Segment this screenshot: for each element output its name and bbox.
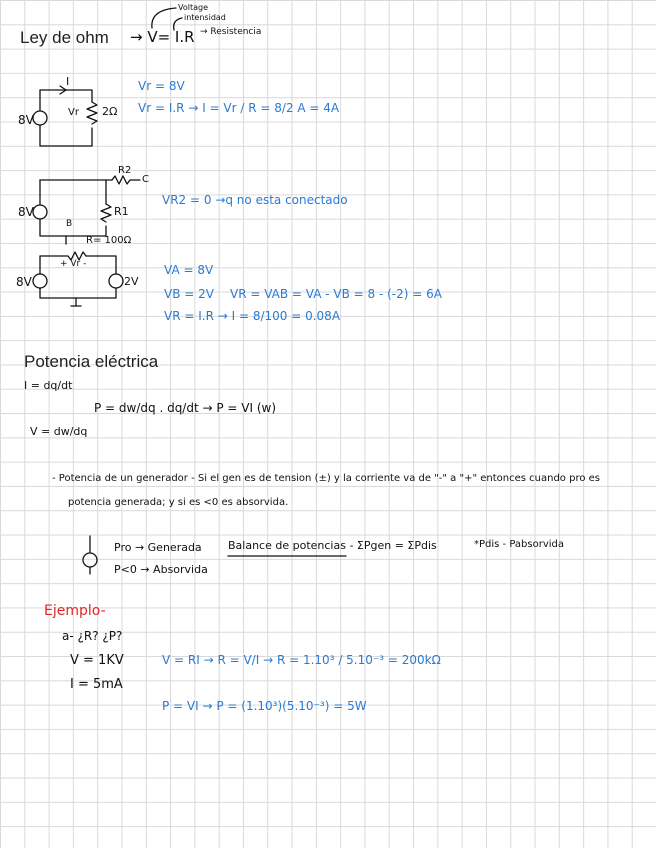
power-definition: P = dw/dq . dq/dt → P = VI (w) <box>94 401 277 415</box>
section-title-ohm: Ley de ohm <box>20 28 109 47</box>
circuit2-source-symbol <box>33 205 47 219</box>
circuit2-r2-label: R2 <box>118 165 132 176</box>
example-title: Ejemplo- <box>44 603 106 619</box>
circuit3-right-source-symbol <box>109 274 123 288</box>
circuit2-note: VR2 = 0 →q no esta conectado <box>162 193 348 207</box>
circuit3-left-source-label: 8V <box>16 275 32 289</box>
circuit3-left-source-symbol <box>33 274 47 288</box>
circuit1-vr-label: Vr <box>68 107 79 118</box>
circuit2-r1-label: R1 <box>114 205 129 218</box>
example-given-i: I = 5mA <box>70 677 123 692</box>
circuit2-r2 <box>112 176 140 184</box>
circuit2-r1 <box>101 204 111 222</box>
circuit2-source-label: 8V <box>18 205 34 219</box>
circuit1-drawing <box>33 86 97 146</box>
circuit3-right-source-label: 2V <box>124 275 139 288</box>
annot-voltage: Voltage <box>178 3 209 12</box>
circuit3-vr-label: + Vr - <box>60 259 87 269</box>
circuit3-eq2: VB = 2V <box>164 287 214 301</box>
pro-generada: Pro → Generada <box>114 541 202 554</box>
annot-intensidad: intensidad <box>184 13 226 22</box>
circuit1-eq2: Vr = I.R → I = Vr / R = 8/2 A = 4A <box>138 101 340 115</box>
annot-arrow-intensidad <box>174 18 182 30</box>
circuit1-resistor-label: 2Ω <box>102 105 118 118</box>
annot-resistencia: → Resistencia <box>200 27 262 37</box>
circuit3-eq4: VR = I.R → I = 8/100 = 0.08A <box>164 309 341 323</box>
generator-bullet-cont: potencia generada; y si es <0 es absorvida. <box>68 497 289 508</box>
pdis-note: *Pdis - Pabsorvida <box>474 539 564 550</box>
example-calc-p: P = VI → P = (1.10³)(5.10⁻³) = 5W <box>162 699 367 713</box>
example-calc-r: V = RI → R = V/I → R = 1.10³ / 5.10⁻³ = 200kΩ <box>162 653 441 667</box>
p-absorvida: P<0 → Absorvida <box>114 563 208 576</box>
current-definition: I = dq/dt <box>24 379 73 392</box>
circuit1-resistor <box>87 102 97 124</box>
circuit1-source-symbol <box>33 111 47 125</box>
ohm-formula: → V= I.R <box>130 28 195 46</box>
voltage-definition: V = dw/dq <box>30 425 88 438</box>
circuit1-eq1: Vr = 8V <box>138 79 185 93</box>
circuit2-b-label: B <box>66 219 73 229</box>
balance-potencias: Balance de potencias - ΣPgen = ΣPdis <box>228 539 437 552</box>
circuit1-source-label: 8V <box>18 113 34 127</box>
annot-arrow-voltage <box>152 8 176 28</box>
example-question: a- ¿R? ¿P? <box>62 629 123 643</box>
circuit1-current-label: I <box>66 75 70 88</box>
circuit3-eq3: VR = VAB = VA - VB = 8 - (-2) = 6A <box>230 287 442 301</box>
example-given-v: V = 1KV <box>70 653 124 668</box>
circuit3-resistor-label: R= 100Ω <box>86 235 132 246</box>
generator-bullet: - Potencia de un generador - Si el gen es de tension (±) y la corriente va de "-" a "+" entonces cuando pro es <box>52 473 600 484</box>
circuit3-eq1: VA = 8V <box>164 263 214 277</box>
section-title-potencia: Potencia eléctrica <box>24 352 159 371</box>
circuit2-c-label: C <box>142 174 149 185</box>
generator-symbol-drawing <box>83 536 97 574</box>
